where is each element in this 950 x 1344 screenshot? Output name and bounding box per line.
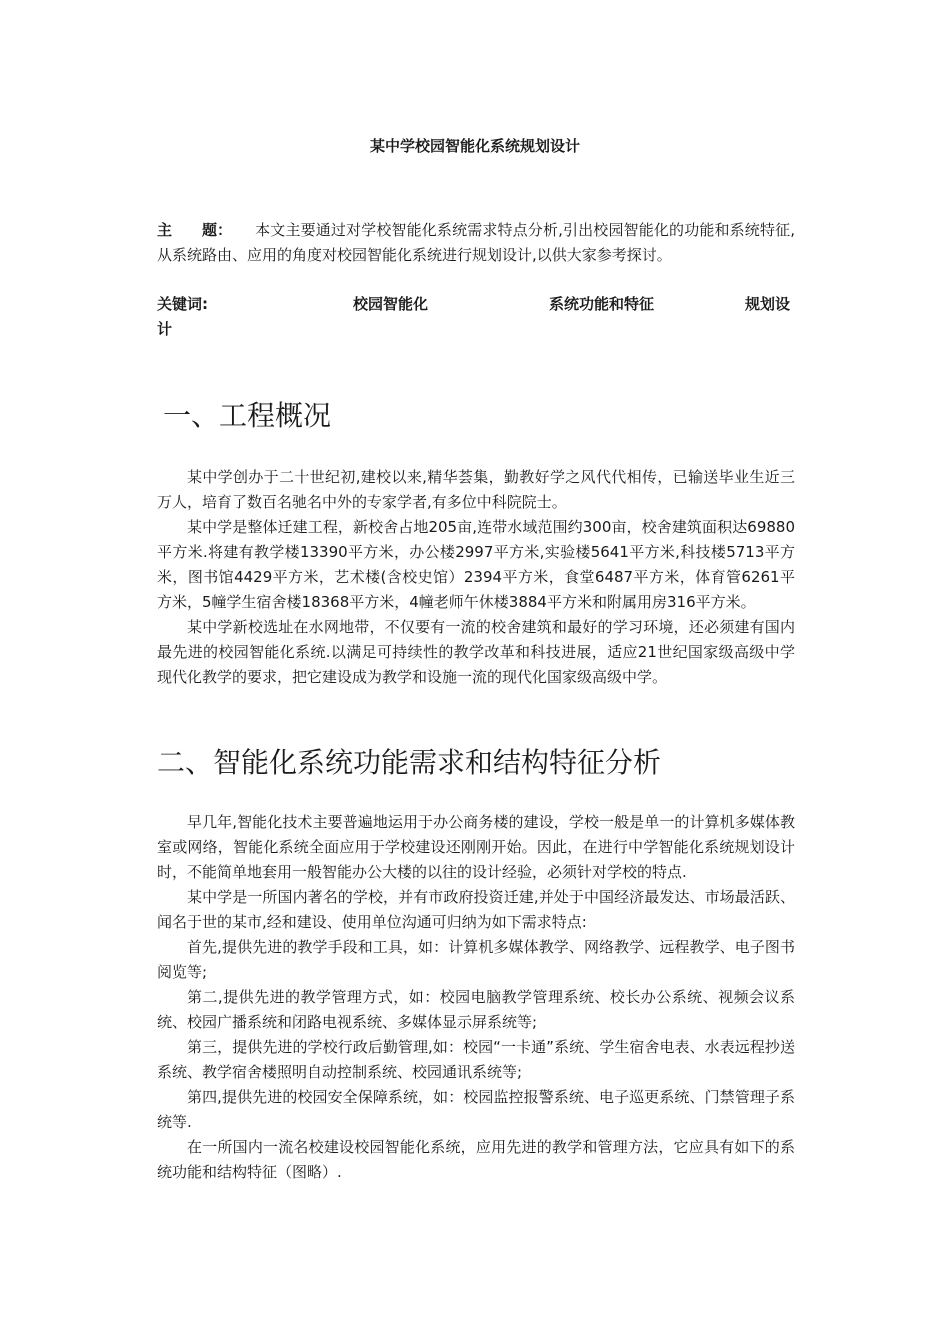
paragraph: 首先,提供先进的教学手段和工具，如：计算机多媒体教学、网络教学、远程教学、电子图书阅览等; xyxy=(157,938,795,981)
paragraph: 早几年,智能化技术主要普遍地运用于办公商务楼的建设，学校一般是单一的计算机多媒体教室或网络，智能化系统全面应用于学校建设还刚刚开始。因此，在进行中学智能化系统规划设计时，不能简单地套用一般智能办公大楼的以往的设计经验，必须针对学校的特点. xyxy=(157,813,795,881)
keyword-item: 校园智能化 xyxy=(353,295,429,313)
abstract xyxy=(157,218,795,268)
section-body xyxy=(157,810,795,1185)
paragraph: 某中学创办于二十世纪初,建校以来,精华荟集，勤教好学之风代代相传，已输送毕业生近三万人，培育了数百名驰名中外的专家学者,有多位中科院院士。 xyxy=(157,468,795,511)
paragraph: 某中学新校选址在水网地带，不仅要有一流的校舍建筑和最好的学习环境，还必须建有国内最先进的校园智能化系统.以满足可持续性的教学改革和科技进展，适应21世纪国家级高级中学现代化教学的要求，把它建设成为教学和设施一流的现代化国家级高级中学。 xyxy=(157,618,795,686)
paragraph: 第二,提供先进的教学管理方式，如：校园电脑教学管理系统、校长办公系统、视频会议系统、校园广播系统和闭路电视系统、多媒体显示屏系统等; xyxy=(157,988,795,1031)
keyword-item: 规划设 xyxy=(745,295,791,313)
paragraph: 某中学是整体迁建工程，新校舍占地205亩,连带水域范围约300亩，校舍建筑面积达69880平方米.将建有教学楼13390平方米，办公楼2997平方米,实验楼5641平方米,科技楼5713平方米，图书馆4429平方米，艺术楼(含校史馆）2394平方米，食堂6487平方米，体育管6261平方米，5幢学生宿舍楼18368平方米，4幢老师午休楼3884平方米和附属用房316平方米。 xyxy=(157,518,795,611)
paragraph: 某中学是一所国内著名的学校，并有市政府投资迁建,并处于中国经济最发达、市场最活跃、闻名于世的某市,经和建设、使用单位沟通可归纳为如下需求特点: xyxy=(157,888,795,931)
keyword-item-continuation: 计 xyxy=(157,320,173,338)
abstract-label: 主 题： xyxy=(157,221,233,239)
section-heading: 一、工程概况 xyxy=(163,399,332,432)
paragraph: 第三，提供先进的学校行政后勤管理,如：校园“一卡通”系统、学生宿舍电表、水表远程抄送系统、教学宿舍楼照明自动控制系统、校园通讯系统等; xyxy=(157,1038,795,1081)
abstract-text: 本文主要通过对学校智能化系统需求特点分析,引出校园智能化的功能和系统特征,从系统路由、应用的角度对校园智能化系统进行规划设计,以供大家参考探讨。 xyxy=(157,221,795,264)
section-heading: 二、智能化系统功能需求和结构特征分析 xyxy=(157,746,662,779)
paragraph: 在一所国内一流名校建设校园智能化系统，应用先进的教学和管理方法，它应具有如下的系统功能和结构特征（图略）. xyxy=(157,1138,795,1181)
paragraph: 第四,提供先进的校园安全保障系统，如：校园监控报警系统、电子巡更系统、门禁管理子系统等. xyxy=(157,1088,795,1131)
keywords-label: 关键词: xyxy=(157,295,208,313)
keyword-item: 系统功能和特征 xyxy=(549,295,655,313)
document-title: 某中学校园智能化系统规划设计 xyxy=(369,137,580,155)
section-body xyxy=(157,465,795,690)
